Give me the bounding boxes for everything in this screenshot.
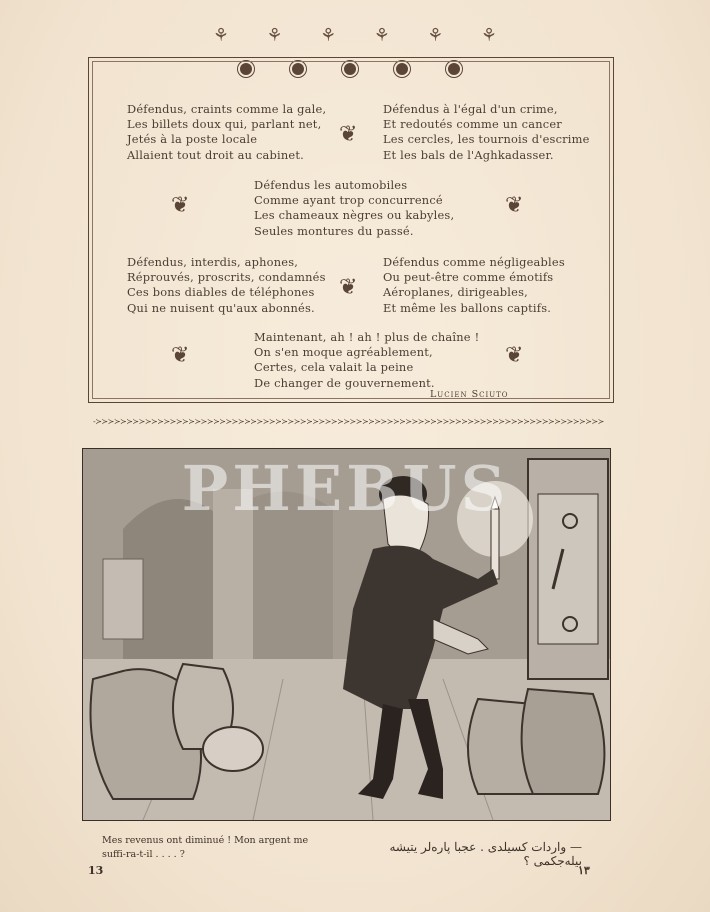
- poem-line: Et redoutés comme un cancer: [383, 117, 562, 132]
- sprig-icon: ❦: [339, 122, 358, 147]
- poem-line: Et même les ballons captifs.: [383, 300, 552, 315]
- poem-line: Certes, cela valait la peine: [254, 360, 414, 375]
- poem-line: Défendus, interdis, aphones,: [127, 255, 299, 269]
- poem-line: Réprouvés, proscrits, condamnés: [127, 270, 326, 285]
- caption-french: Mes revenus ont diminué ! Mon argent me suffi-ra-t-il . . . . ?: [102, 835, 309, 860]
- flower-icon: ⚘: [480, 25, 498, 46]
- ornamental-divider: -≻≻≻≻≻≻≻≻≻≻≻≻≻≻≻≻≻≻≻≻≻≻≻≻≻≻≻≻≻≻≻≻≻≻≻≻≻≻≻≻≻≻≻≻≻≻≻≻≻≻≻≻≻≻≻≻≻≻≻≻≻≻≻≻≻≻≻≻≻≻≻≻≻≻≻≻≻≻≻≻≻≻: [93, 418, 604, 426]
- top-flower-ornaments: [210, 22, 500, 52]
- flower-icon: ⚘: [373, 25, 390, 46]
- flower-icon: ⚘: [427, 25, 444, 46]
- sprig-icon: ❦: [171, 343, 190, 368]
- flower-icon: ⚘: [212, 25, 230, 46]
- poem-line: Défendus les automobiles: [254, 178, 408, 192]
- poem-line: Qui ne nuisent qu'aux abonnés.: [127, 300, 315, 315]
- poem-stanza-3: [254, 178, 454, 239]
- sprig-icon: ❦: [339, 275, 358, 300]
- poem-stanza-2: [383, 102, 590, 163]
- flower-icon: ⚘: [266, 25, 283, 46]
- poem-line: De changer de gouvernement.: [254, 375, 435, 390]
- watermark-text: PHEBUS: [181, 452, 510, 525]
- poem-stanza-5: [383, 255, 565, 316]
- flower-icon: ⚘: [320, 25, 337, 46]
- sprig-icon: ❦: [171, 193, 190, 218]
- poem-line: Les billets doux qui, parlant net,: [127, 117, 322, 132]
- poem-line: Allaient tout droit au cabinet.: [127, 147, 304, 162]
- poem-line: Seules montures du passé.: [254, 223, 414, 238]
- poem-line: Les chameaux nègres ou kabyles,: [254, 208, 455, 223]
- poem-line: Les cercles, les tournois d'escrime: [383, 132, 590, 147]
- poem-line: Ces bons diables de téléphones: [127, 285, 315, 300]
- poem-stanza-1: [127, 102, 326, 163]
- poem-line: Maintenant, ah ! ah ! plus de chaîne !: [254, 330, 480, 344]
- poem-line: Défendus comme négligeables: [383, 255, 565, 269]
- poem-line: Défendus, craints comme la gale,: [127, 102, 327, 116]
- poem-line: Aéroplanes, dirigeables,: [383, 285, 528, 300]
- page-number-right: ١٣: [578, 864, 590, 877]
- poem-line: Comme ayant trop concurrencé: [254, 193, 443, 208]
- poem-line: Jetés à la poste locale: [127, 132, 258, 147]
- poem-stanza-6: [254, 330, 479, 391]
- sprig-icon: ❦: [505, 193, 524, 218]
- poem-line: On s'en moque agréablement,: [254, 345, 433, 360]
- sprig-icon: ❦: [505, 343, 524, 368]
- page-number-left: 13: [88, 864, 104, 877]
- poem-line: Ou peut-être comme émotifs: [383, 270, 554, 285]
- caption-ottoman: — واردات كسيلدى . عجبا پارەلر يتيشه بيلەجكمى ؟: [389, 840, 582, 868]
- poem-line: Et les bals de l'Aghkadasser.: [383, 147, 554, 162]
- poem-stanza-4: [127, 255, 326, 316]
- poem-signature: Lucien Sciuto: [430, 389, 509, 400]
- poem-line: Défendus à l'égal d'un crime,: [383, 102, 558, 116]
